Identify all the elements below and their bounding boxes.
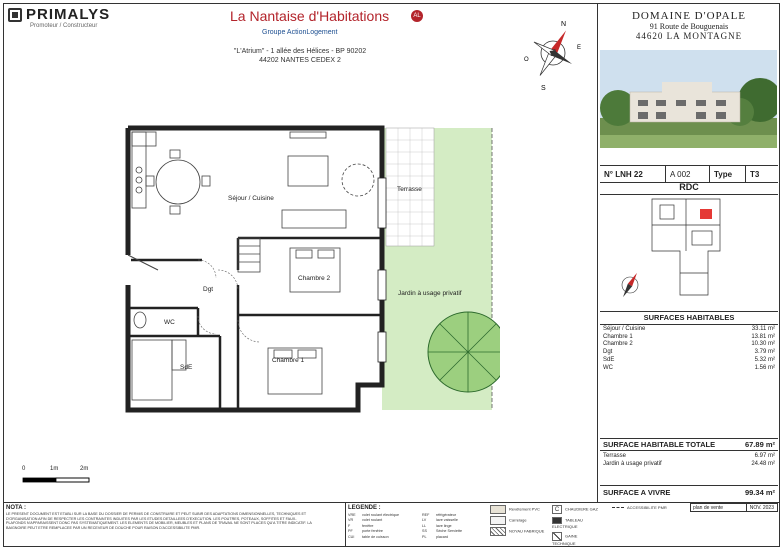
room-label-sejour: Séjour / Cuisine: [228, 195, 274, 202]
legend-code: F: [348, 523, 351, 528]
legend-col-2: [422, 513, 484, 540]
note-text: LE PRESENT DOCUMENT EST ETABLI SUR LA BASE DU DOSSIER DE PERMIS DE CONSTRUIRE ET PEUT SUBIR DES ADAPTATIONS DIMENSIONNELLES, TECHNIQUES ET D'ORGANISATION AFIN DE RESPECTER LES CONTRAINTES INDUITES PAR LES ETUDES DETAILLEES D'EXECUTION. LES POUTRES, POTEAUX, SOFFITES ET FAUX-PLAFONDS N'APPARAISSENT DONC PAS SYSTEMATIQUEMENT. LES ELEMENTS DE MOBILIER, MEUBLES ET PLANS DE TRAVAIL NE SONT PLACES QU'A TITRE INDICATIF. LA BAIGNOIRE PEUT ETRE REMPLACEE PAR UN RECEVEUR DE DOUCHE POUR RAISON D'ACCESSIBILITE PMR.: [6, 512, 312, 530]
reference-row: [600, 165, 778, 183]
legend-text: volet roulant électrique: [362, 513, 400, 517]
exterior-value: 24.48 m²: [751, 460, 775, 467]
compass-south: S: [541, 85, 546, 92]
project-name: DOMAINE D'OPALE: [631, 10, 747, 22]
scale-label-1m: 1m: [50, 466, 59, 472]
legend-chaudiere: [552, 505, 602, 514]
legend-code: PL: [422, 534, 427, 539]
compass-north: N: [561, 21, 567, 28]
lnh-address-line2: 44202 NANTES CEDEX 2: [259, 57, 341, 64]
legend-code: LL: [422, 523, 427, 528]
exterior-row: [603, 453, 775, 461]
legend-text: lave linge: [436, 523, 452, 528]
surface-label: Dgt: [603, 349, 613, 356]
surface-row: [603, 357, 775, 365]
legend-item: [348, 535, 418, 540]
symbol-text: CHAUDIERE GAZ: [565, 506, 598, 512]
compass-west: O: [524, 57, 529, 63]
tree-icon: [428, 312, 500, 392]
legend-text: porte fenêtre: [362, 529, 383, 534]
surface-row: [603, 365, 775, 373]
symbol-text: GAINE TECHNIQUE: [552, 533, 578, 546]
legend-col-1: [348, 513, 418, 540]
total-surface-label: SURFACE HABITABLE TOTALE: [603, 440, 716, 449]
lnh-badge: AL: [411, 10, 423, 22]
legend-text: Sèche Serviette: [436, 529, 463, 534]
surfaces-list: [603, 326, 775, 372]
room-label-chambre2: Chambre 2: [298, 275, 331, 282]
tableau-electrique-icon: [552, 517, 562, 524]
pvc-swatch-icon: [490, 505, 506, 514]
primalys-name: PRIMALYS: [26, 6, 111, 23]
legend-item: [422, 535, 484, 540]
legend-code: REF: [422, 513, 430, 517]
project-city: 44620 LA MONTAGNE: [635, 31, 743, 41]
compass-east: E: [577, 45, 582, 51]
total-surface-value: 67.89 m²: [744, 440, 775, 449]
plan-box-date: NOV. 2023: [746, 504, 777, 511]
project-title-block: [600, 10, 778, 41]
surface-row: [603, 334, 775, 342]
legend-code: VR: [348, 518, 354, 523]
legend-swatches: [490, 505, 550, 536]
building-photo: [600, 50, 777, 148]
surface-value: 10.30 m²: [751, 341, 775, 348]
surface-row: [603, 349, 775, 357]
legend-code: LV: [422, 518, 427, 523]
panel-divider: [597, 3, 598, 502]
surface-label: Séjour / Cuisine: [603, 326, 646, 332]
apartment-number: A 002: [666, 166, 710, 182]
plan-box-row: [690, 503, 778, 512]
swatch-text: Revêtement PVC: [509, 506, 540, 512]
primalys-logo: [8, 6, 110, 23]
scale-label-0: 0: [22, 466, 26, 472]
exterior-label: Terrasse: [603, 453, 627, 459]
compass-rose-icon: [523, 15, 585, 93]
exterior-list: [603, 453, 775, 468]
key-plan: [600, 194, 778, 307]
legend-code: SS: [422, 529, 427, 534]
legend-title: LEGENDE :: [348, 505, 381, 511]
lot-number: N° LNH 22: [600, 166, 666, 182]
room-label-terrasse: Terrasse: [397, 186, 422, 193]
noyau-swatch-icon: [490, 527, 506, 536]
level-label: RDC: [679, 182, 699, 192]
legend-text: fenêtre: [362, 523, 374, 528]
scale-bar: [20, 475, 100, 489]
legend-text: placard: [436, 534, 449, 539]
surface-label: WC: [603, 364, 613, 371]
legend-code: PF: [348, 529, 353, 534]
legend-symbols: [552, 505, 602, 546]
surface-label: Chambre 1: [603, 333, 633, 340]
type-value: T3: [750, 169, 760, 179]
symbol-text: TABLEAU ELECTRIQUE: [552, 517, 583, 529]
swatch-text: NOYAU FABRIQUE: [509, 528, 545, 534]
lnh-address-line1: "L'Atrium" - 1 allée des Hélices - BP 90202: [233, 48, 367, 55]
surface-value: 1.56 m²: [754, 364, 775, 371]
legend-code: VRE: [348, 513, 356, 517]
footer-divider: [345, 502, 346, 547]
legend-tableau: [552, 517, 602, 529]
primalys-logo-icon: [8, 8, 22, 22]
note-title: NOTA :: [6, 505, 26, 511]
exterior-label: Jardin à usage privatif: [603, 460, 662, 467]
room-label-chambre1: Chambre 1: [272, 357, 305, 364]
scale-label-2m: 2m: [80, 466, 89, 472]
pmr-text: ACCESSIBILITE PMR: [627, 505, 667, 510]
surface-a-vivre: [600, 485, 778, 498]
swatch-text: Carrelage: [509, 517, 527, 523]
surface-value: 33.11 m²: [751, 326, 775, 332]
legend-gaine: [552, 532, 602, 546]
room-label-jardin: Jardin à usage privatif: [398, 290, 462, 297]
lnh-address: [220, 47, 380, 65]
primalys-subtitle: Promoteur / Constructeur: [30, 23, 98, 29]
chaudiere-icon: C: [552, 505, 562, 514]
room-label-dgt: Dgt: [203, 286, 214, 293]
surface-label: Chambre 2: [603, 341, 633, 348]
surfaces-title: SURFACES HABITABLES: [600, 311, 778, 325]
legend-code: CUI: [348, 534, 355, 539]
plan-box-label: plan de vente: [693, 505, 724, 511]
pmr-line-icon: [612, 507, 624, 508]
room-label-sde: SdE: [180, 364, 193, 371]
legend-text: réfrigérateur: [436, 513, 457, 517]
surface-label: SdE: [603, 356, 615, 363]
legend-swatch-noyau: [490, 527, 550, 536]
surface-row: [603, 341, 775, 349]
project-street: 91 Route de Bouguenais: [649, 22, 729, 31]
gaine-technique-icon: [552, 532, 562, 541]
legend-text: volet roulant: [362, 518, 383, 523]
legend-text: lave vaisselle: [436, 518, 458, 523]
room-label-wc: WC: [164, 319, 175, 326]
legend-swatch-carrelage: [490, 516, 550, 525]
plan-box: [690, 503, 778, 512]
lnh-group: Groupe ActionLogement: [262, 29, 338, 36]
lnh-name: La Nantaise d'Habitations: [230, 8, 390, 24]
surface-a-vivre-value: 99.34 m²: [744, 487, 775, 497]
surface-row: [603, 326, 775, 334]
surface-value: 5.32 m²: [754, 356, 775, 363]
legend-swatch-pvc: [490, 505, 550, 514]
exterior-row: [603, 461, 775, 469]
surface-a-vivre-label: SURFACE A VIVRE: [603, 487, 671, 497]
total-surface: [600, 438, 778, 451]
surface-value: 13.81 m²: [751, 333, 775, 340]
surface-value: 3.79 m²: [754, 349, 775, 356]
floor-plan: [110, 120, 500, 420]
carrelage-swatch-icon: [490, 516, 506, 525]
type-label: Type: [710, 166, 746, 182]
legend-text: table de cuisson: [362, 534, 389, 539]
legend-pmr: [612, 505, 688, 510]
keyplan-compass-icon: [621, 272, 639, 299]
apartment-highlight: [700, 209, 712, 219]
exterior-value: 6.97 m²: [754, 453, 775, 459]
